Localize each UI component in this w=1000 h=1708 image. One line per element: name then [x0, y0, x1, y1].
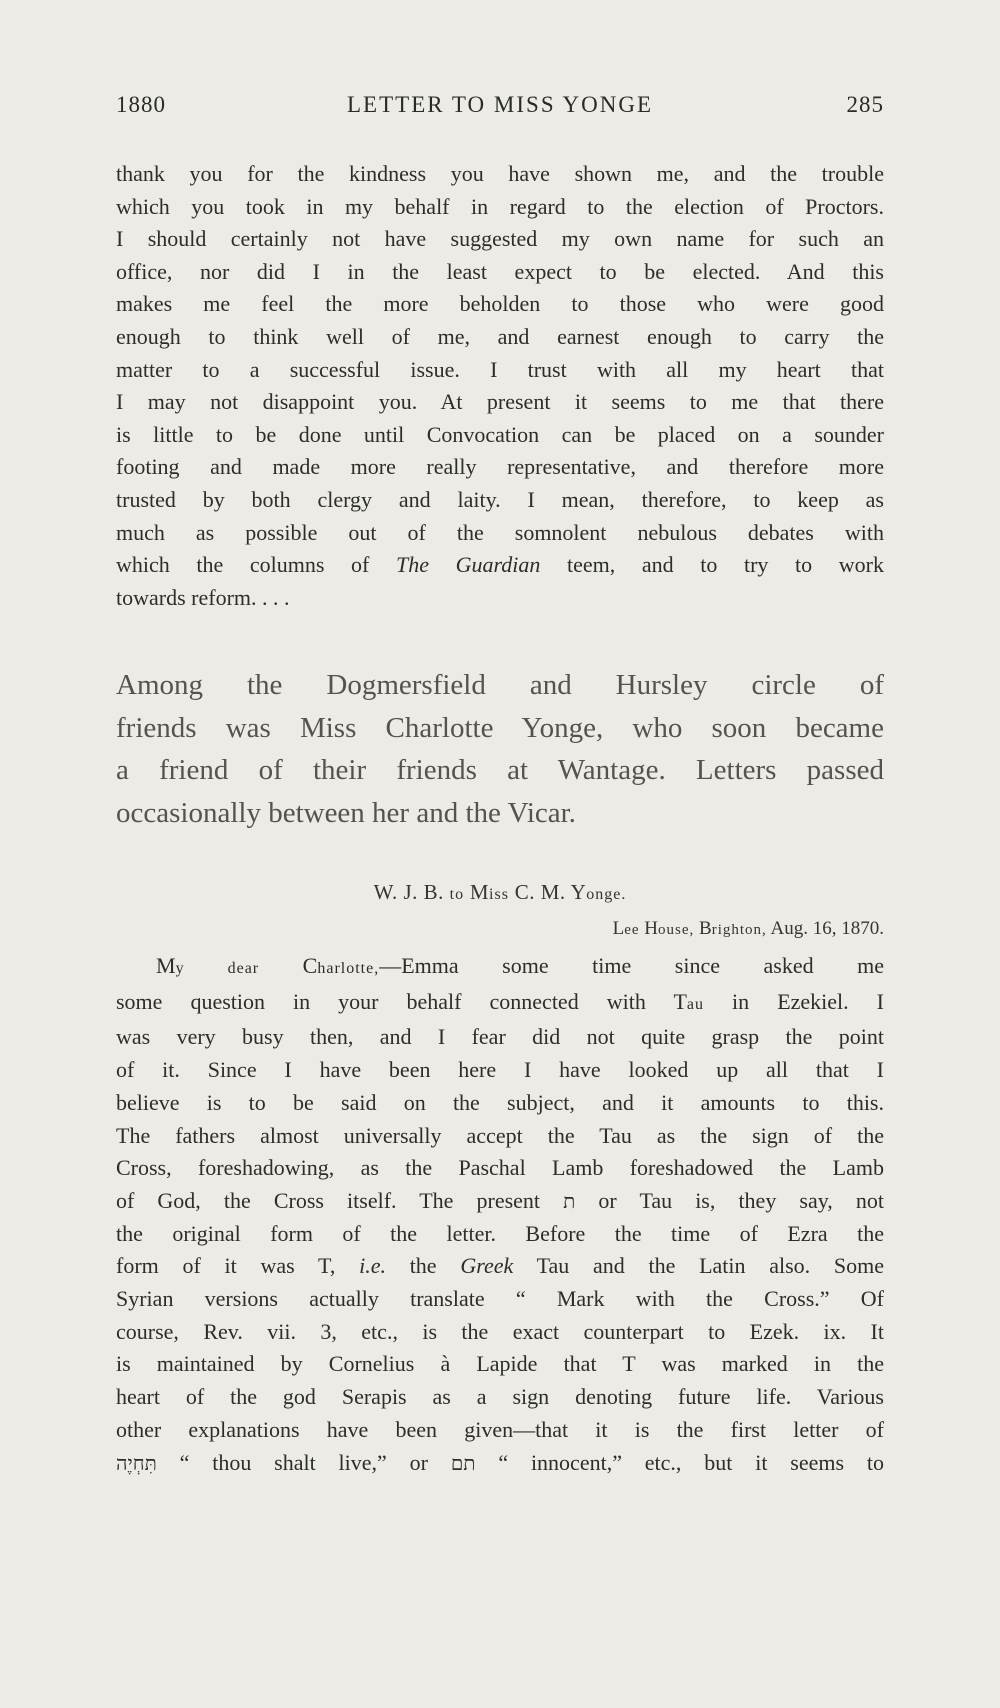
heading-text: iss [489, 886, 509, 903]
text-fragment: the [385, 1253, 461, 1279]
heading-text: M [469, 880, 490, 904]
letter-body [116, 950, 884, 1479]
text-line: the original form of the letter. Before the time of Ezra the [116, 1220, 884, 1246]
running-head-title: LETTER TO MISS YONGE [347, 92, 653, 117]
tau-word: T [673, 988, 687, 1014]
hebrew-word-live: תִּחְיֶה [116, 1450, 157, 1475]
narrative-paragraph [116, 664, 884, 834]
text-line: friends was Miss Charlotte Yonge, who soon became [116, 711, 884, 744]
text-line: a friend of their friends at Wantage. Letters passed [116, 754, 884, 786]
letter-heading [116, 880, 884, 905]
text-line: was very busy then, and I fear did not quite grasp the point [116, 1024, 884, 1050]
text-fragment: or Tau is, they say, not [575, 1187, 884, 1213]
text-line [116, 1447, 884, 1480]
heading-text: C. M. [514, 880, 566, 904]
text-line: trusted by both clergy and laity. I mean, therefore, to keep as [116, 486, 884, 512]
text-line: other explanations have been given—that it is the first letter of [116, 1416, 884, 1442]
dateline-text: L [612, 918, 625, 939]
text-line: office, nor did I in the least expect to be elected. And this [116, 258, 884, 284]
text-fragment: some question in your behalf connected with [116, 988, 674, 1014]
dateline-date: Aug. 16, 1870. [770, 918, 884, 939]
text-fragment: which the columns of [116, 552, 396, 578]
text-line: matter to a successful issue. I trust with all my heart that [116, 356, 884, 382]
text-line: much as possible out of the somnolent nebulous debates with [116, 519, 884, 545]
dateline [613, 918, 884, 940]
running-head-year: 1880 [116, 92, 166, 117]
heading-initials: W. J. B. [373, 880, 444, 904]
text-line: towards reform. . . . [116, 584, 290, 610]
italic-text: i.e. [359, 1253, 386, 1279]
dateline-text: righton, [711, 922, 767, 938]
dateline-text: ouse, [658, 922, 695, 938]
text-line [116, 950, 884, 986]
salutation: harlotte, [317, 960, 380, 977]
text-fragment: in Ezekiel. I [704, 988, 884, 1014]
text-line [116, 549, 884, 582]
letter-excerpt [116, 158, 884, 614]
text-line: heart of the god Serapis as a sign denoting future life. Various [116, 1384, 884, 1410]
text-line: I should certainly not have suggested my own name for such an [116, 226, 884, 252]
heading-text: Y [570, 880, 587, 904]
text-line: is little to be done until Convocation can be placed on a sounder [116, 421, 884, 447]
text-line [116, 986, 884, 1022]
dateline-text: H [644, 918, 659, 939]
text-line: which you took in my behalf in regard to the election of Proctors. [116, 193, 884, 219]
text-line: I may not disappoint you. At present it seems to me that there [116, 389, 884, 415]
italic-text: Greek [460, 1253, 514, 1279]
text-fragment: “ thou shalt live,” or [156, 1449, 451, 1475]
salutation: M [156, 953, 176, 978]
text-fragment: —Emma some time since asked me [379, 953, 884, 978]
text-line [116, 1185, 884, 1218]
text-fragment: form of it was T, [116, 1253, 360, 1279]
text-line: Cross, foreshadowing, as the Paschal Lamb foreshadowed the Lamb [116, 1155, 884, 1181]
text-line: makes me feel the more beholden to those who were good [116, 291, 884, 317]
text-fragment: Tau and the Latin also. Some [513, 1253, 884, 1279]
text-line: The fathers almost universally accept the Tau as the sign of the [116, 1122, 884, 1148]
text-fragment: of God, the Cross itself. The present [116, 1187, 564, 1213]
running-head [116, 92, 884, 122]
text-line: occasionally between her and the Vicar. [116, 796, 576, 829]
heading-text: onge. [586, 886, 627, 903]
hebrew-tav: ת [563, 1188, 576, 1213]
text-line: thank you for the kindness you have shown me, and the trouble [116, 161, 884, 186]
hebrew-word-innocent: תם [450, 1450, 476, 1475]
salutation: y dear [175, 960, 260, 977]
text-line: believe is to be said on the subject, and it amounts to this. [116, 1089, 884, 1115]
text-line: footing and made more really representative, and therefore more [116, 454, 884, 480]
tau-word: au [686, 995, 705, 1013]
text-line: enough to think well of me, and earnest enough to carry the [116, 323, 884, 349]
text-line: of it. Since I have been here I have looked up all that I [116, 1057, 884, 1083]
text-line: is maintained by Cornelius à Lapide that T was marked in the [116, 1351, 884, 1377]
heading-to: to [449, 886, 465, 903]
text-line: Syrian versions actually translate “ Mark with the Cross.” Of [116, 1286, 884, 1312]
text-line: Among the Dogmersfield and Hursley circle of [116, 669, 884, 701]
text-line: course, Rev. vii. 3, etc., is the exact counterpart to Ezek. ix. It [116, 1318, 884, 1344]
page-number: 285 [846, 92, 884, 117]
text-fragment: “ innocent,” etc., but it seems to [475, 1449, 884, 1475]
text-fragment: teem, and to try to work [540, 552, 884, 578]
text-line [116, 1250, 884, 1283]
publication-title: The Guardian [396, 552, 541, 578]
salutation: C [302, 953, 318, 978]
dateline-text: ee [624, 922, 640, 938]
dateline-text: B [699, 918, 712, 939]
